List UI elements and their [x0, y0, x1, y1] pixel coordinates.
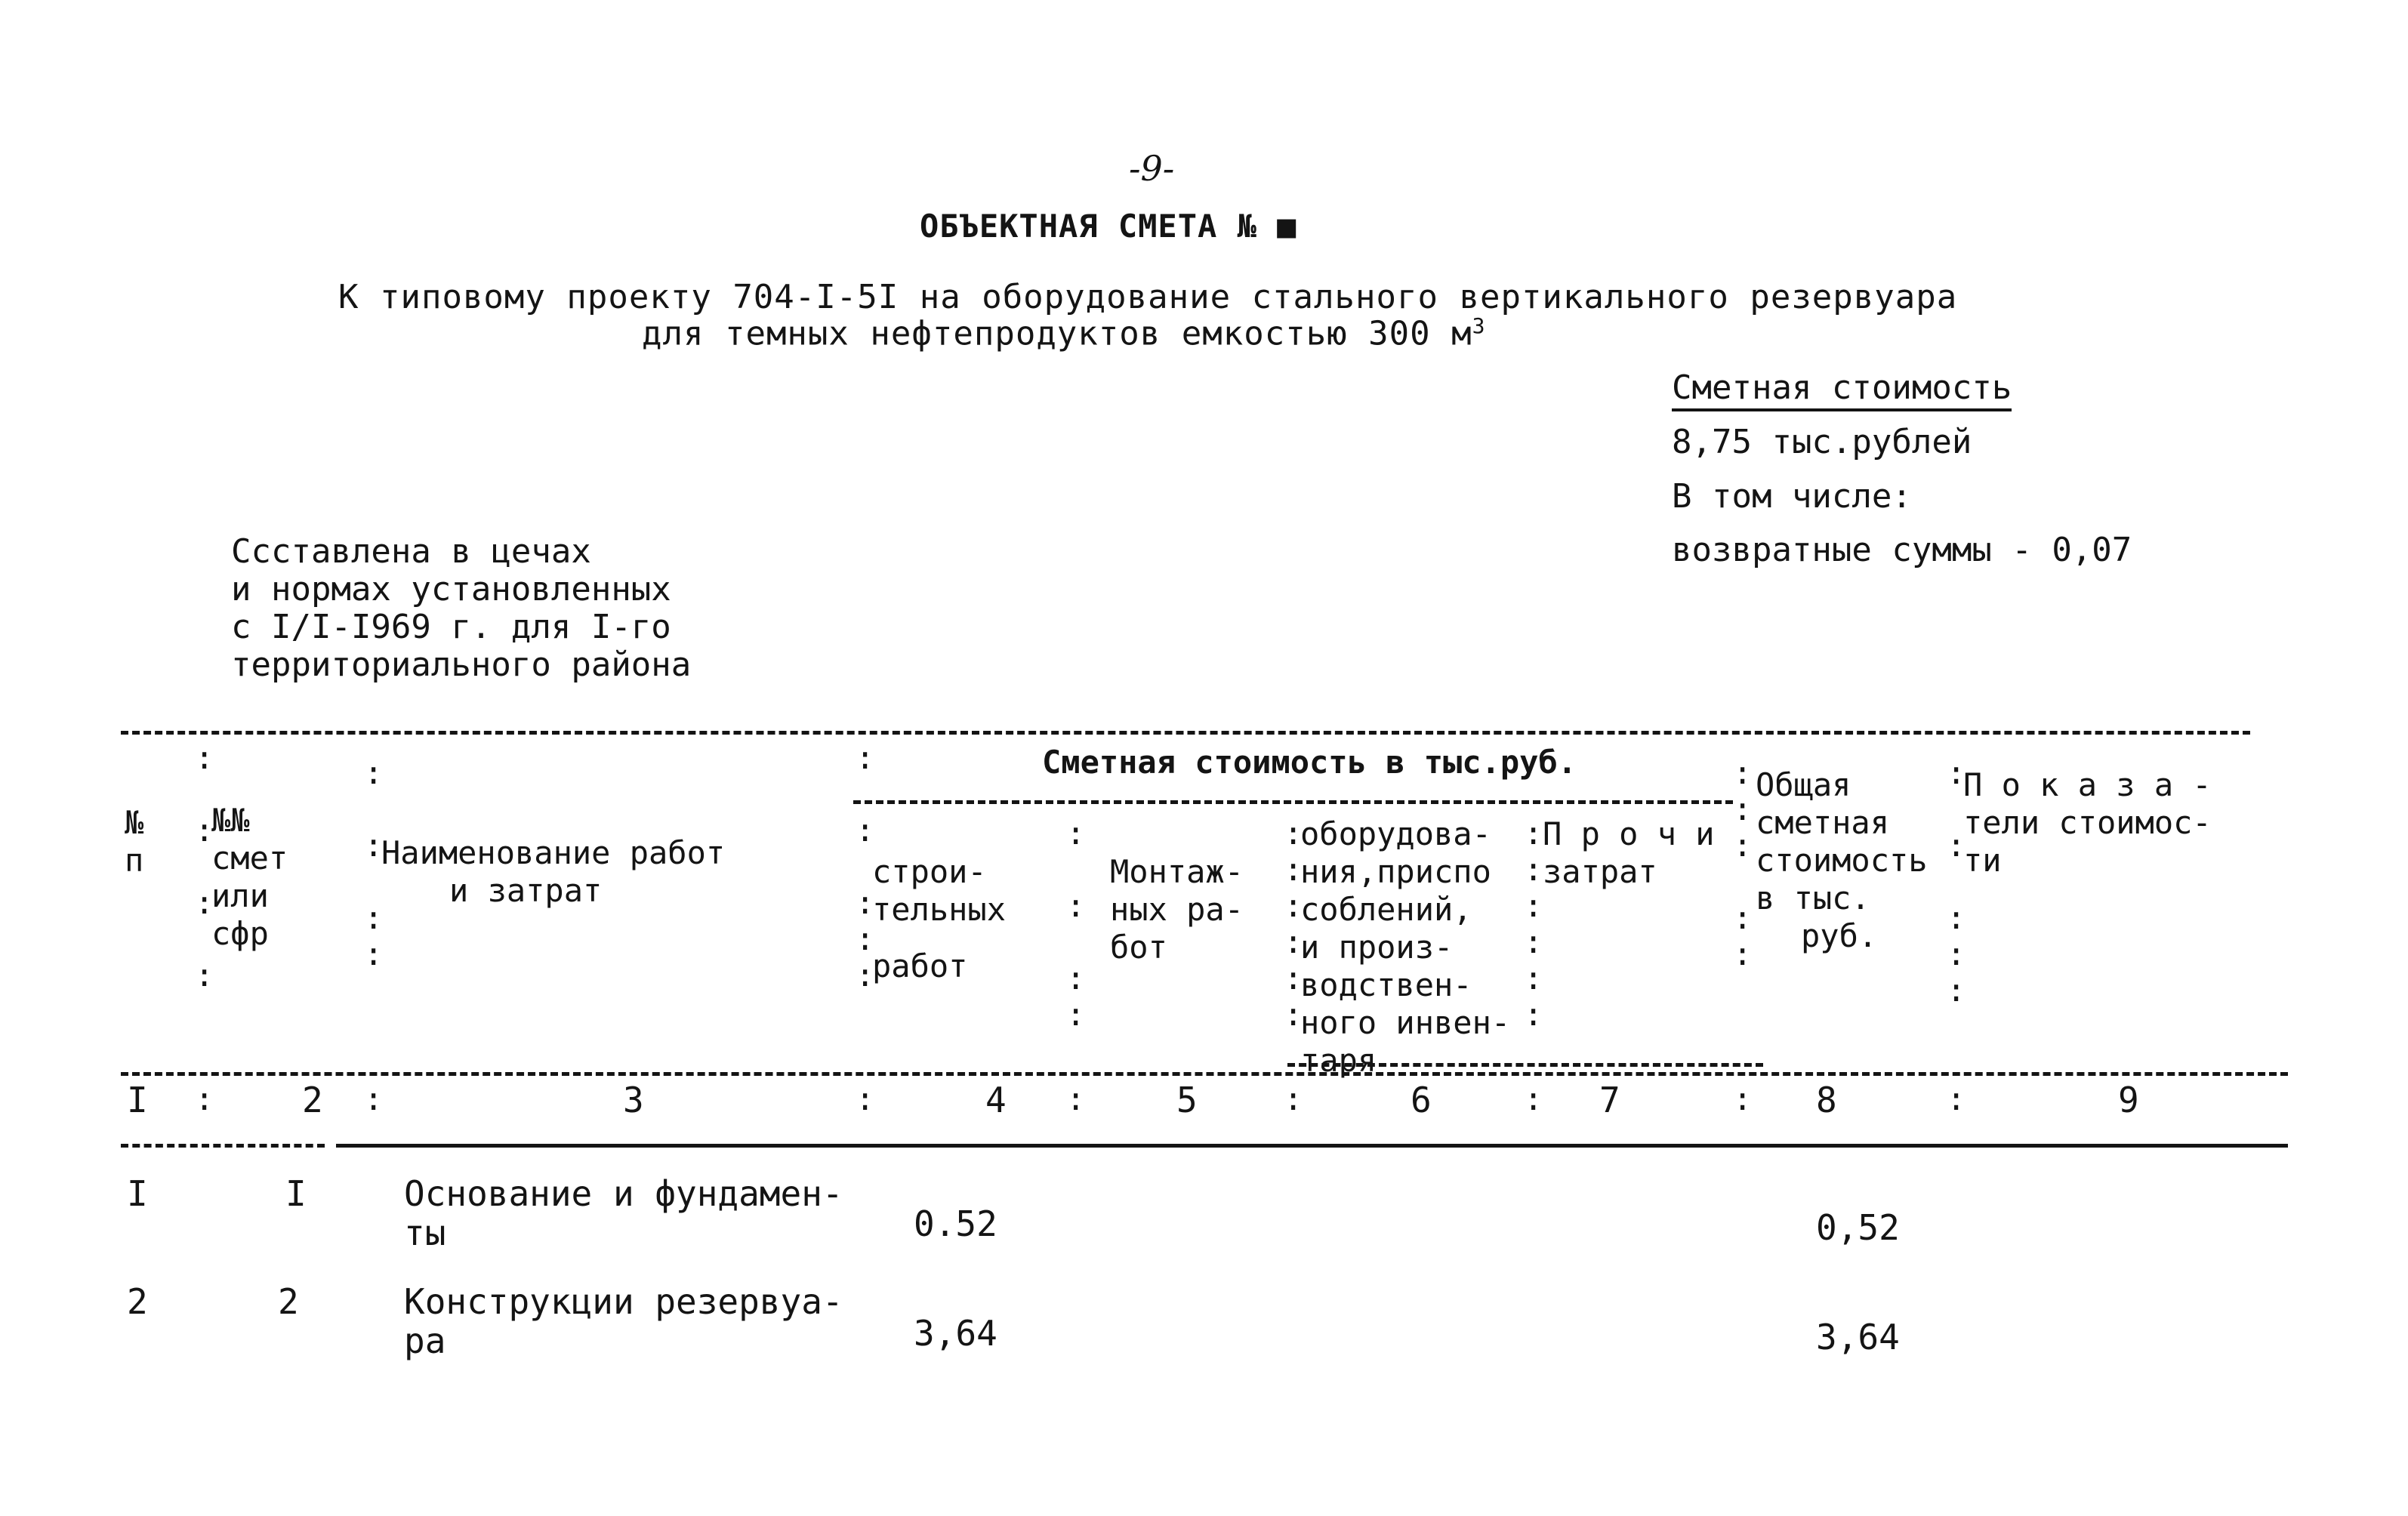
compiled-note-line: и нормах установленных — [231, 570, 671, 609]
row-smeta: I — [285, 1173, 307, 1214]
col-separator: : — [1524, 1080, 1543, 1117]
col-separator: : — [1947, 1080, 1966, 1117]
row-total-cost: 3,64 — [1816, 1317, 1900, 1357]
col-separator: : — [364, 1080, 384, 1117]
col-separator: : — [195, 1080, 214, 1117]
document-title: ОБЪЕКТНАЯ СМЕТА № ■ — [920, 208, 1297, 245]
header-col4: строи- тельных работ — [872, 853, 1007, 984]
subtitle-line-2: для темных нефтепродуктов емкостью 300 $м^3$ — [642, 313, 1486, 353]
row-number: I — [127, 1173, 148, 1214]
col-separator: : : : : : — [1947, 754, 1966, 1009]
col-separator: : — [1733, 1080, 1753, 1117]
column-number: 2 — [302, 1080, 323, 1120]
header-col2: №№ смет или сфр — [211, 802, 288, 952]
col-separator: : : : : : : — [1524, 815, 1543, 1033]
compiled-note — [231, 533, 691, 684]
cost-total: 8,75 тыс.рублей — [1672, 423, 1972, 461]
row-smeta: 2 — [278, 1281, 299, 1322]
col-separator: : : : : : — [856, 739, 875, 994]
column-number: 5 — [1176, 1080, 1198, 1120]
column-number: I — [127, 1080, 148, 1120]
page-number: -9- — [1129, 148, 1175, 189]
header-col8: Общая сметная стоимость в тыс. руб. — [1756, 766, 1928, 954]
column-number: 6 — [1411, 1080, 1432, 1120]
header-group: Сметная стоимость в тыс.руб. — [1042, 744, 1577, 781]
header-col7: П р о ч и затрат — [1543, 815, 1715, 890]
col-separator: : — [1284, 1080, 1303, 1117]
row-build-cost: 3,64 — [914, 1313, 997, 1354]
row-total-cost: 0,52 — [1816, 1207, 1900, 1248]
row-name: Конструкции резервуа- ра — [404, 1281, 843, 1361]
col-number-left-rule — [121, 1144, 325, 1148]
cost-including: В том числе: — [1672, 477, 1912, 516]
column-number: 8 — [1816, 1080, 1837, 1120]
col-separator: : — [1066, 1080, 1086, 1117]
header-bottom-rule — [121, 1072, 2288, 1076]
compiled-note-line: Ссставлена в цечах — [231, 532, 591, 571]
col-separator: : : : : : — [1733, 754, 1753, 972]
header-col1: № п — [125, 804, 144, 879]
col-number-rule — [336, 1144, 2288, 1148]
col-separator: : : : : : : — [1284, 815, 1303, 1033]
table-top-rule — [121, 731, 2250, 735]
column-number: 3 — [623, 1080, 644, 1120]
compiled-note-line: с I/I-I969 г. для I-го — [231, 608, 671, 646]
header-col6: оборудова- ния,приспо соблений, и произ- водствен- ного инвен- таря — [1300, 815, 1511, 1079]
group-rule — [853, 800, 1733, 804]
cost-heading: Сметная стоимость — [1672, 368, 2012, 407]
row-name: Основание и фундамен- ты — [404, 1173, 843, 1253]
col-separator: : : : : — [1066, 815, 1086, 1033]
compiled-note-line: территориального района — [231, 646, 692, 684]
row-number: 2 — [127, 1281, 148, 1322]
cost-returnable: возвратные суммы - 0,07 — [1672, 531, 2132, 569]
col-separator: : — [856, 1080, 875, 1117]
column-number: 4 — [985, 1080, 1007, 1120]
header-col3: Наименование работ и затрат — [381, 834, 726, 909]
header-col9: П о к а з а - тели стоимос- ти — [1963, 766, 2212, 879]
column-number: 7 — [1599, 1080, 1620, 1120]
col-separator: : : : : — [364, 754, 384, 972]
column-number: 9 — [2118, 1080, 2139, 1120]
header-col5: Монтаж- ных ра- бот — [1110, 853, 1244, 966]
col-separator: : : : : — [195, 739, 214, 994]
row-build-cost: 0.52 — [914, 1203, 997, 1244]
subtitle-line-1: К типовому проекту 704-I-5I на оборудование стального вертикального резервуара — [338, 278, 1958, 316]
